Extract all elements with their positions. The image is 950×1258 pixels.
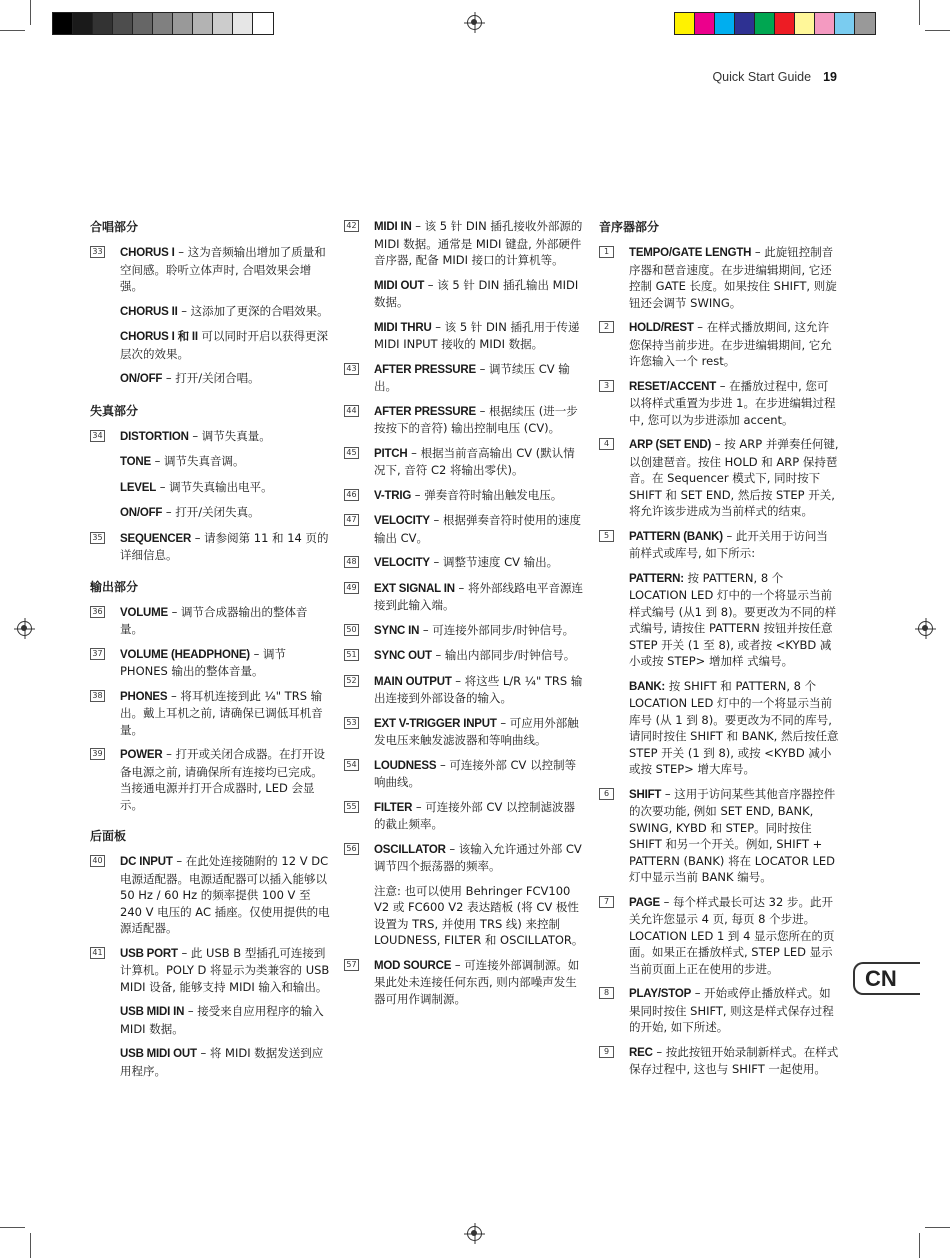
- item-text: – 将外部线路电平音源连接到此输入端。: [374, 580, 583, 612]
- item-paragraph: [120, 244, 330, 295]
- item-text: – 输出内部同步/时钟信号。: [431, 648, 576, 662]
- item-number: 36: [90, 606, 105, 618]
- item-text: – 在此处连接随附的 12 V DC 电源适配器。电源适配器可以插入能够以 50 Hz / 60 Hz 的频率提供 100 V 至 240 V 电压的 AC 插座。仅使用提供的电源适配器。: [120, 854, 330, 935]
- item-term: SYNC OUT: [374, 650, 432, 662]
- item-paragraph: [120, 479, 330, 497]
- item-text: – 在播放过程中, 您可以将样式重置为步进 1。在步进编辑过程中, 您可以为步进添加 accent。: [629, 378, 836, 427]
- item-paragraph: [374, 554, 584, 572]
- crop-mark: [30, 1233, 31, 1258]
- item-number: 42: [344, 220, 359, 232]
- color-swatch: [835, 13, 855, 34]
- list-item: [599, 244, 839, 311]
- item-paragraph: [120, 328, 330, 362]
- registration-mark-icon: [467, 1226, 482, 1241]
- item-text: – 该 5 针 DIN 插孔用于传递 MIDI INPUT 接收的 MIDI 数据。: [374, 319, 580, 351]
- column-right: [599, 218, 839, 1086]
- item-number: 35: [90, 532, 105, 544]
- item-text: – 将耳机连接到此 ¼" TRS 输出。戴上耳机之前, 请确保已调低耳机音量。: [120, 688, 323, 737]
- item-number: 45: [344, 447, 359, 459]
- item-term: POWER: [120, 749, 163, 761]
- item-text: – 这添加了更深的合唱效果。: [177, 303, 329, 318]
- item-text: – 根据当前音高输出 CV (默认情况下, 音符 C2 将输出零伏)。: [374, 445, 575, 477]
- item-text: – 调节 PHONES 输出的整体音量。: [120, 646, 286, 678]
- item-term: VOLUME (HEADPHONE): [120, 648, 250, 661]
- item-text: – 弹奏音符时输出触发电压。: [411, 487, 563, 502]
- item-paragraph: [374, 319, 584, 353]
- item-text: – 根据续压 (进一步按按下的音符) 输出控制电压 (CV)。: [374, 403, 578, 435]
- item-number: 37: [90, 648, 105, 660]
- page-number: 19: [823, 70, 837, 84]
- item-text: – 该 5 针 DIN 插孔输出 MIDI 数据。: [374, 277, 579, 309]
- item-text: 可以同时开启以获得更深层次的效果。: [120, 329, 329, 361]
- item-text: 按 PATTERN, 8 个 LOCATION LED 灯中的一个将显示当前样式编号 (从1 到 8)。要更改为不同的样式编号, 请按住 PATTERN 按钮并按任意 STEP 开关 (1 至 8), 或者按 <KYBD 减小或按 STEP> 增加样 式编号。: [629, 570, 837, 668]
- item-term: VELOCITY: [374, 557, 430, 569]
- item-term: EXT SIGNAL IN: [374, 582, 455, 595]
- item-paragraph: [629, 319, 839, 370]
- item-term: LEVEL: [120, 481, 157, 494]
- item-text: – 按 ARP 并弹奏任何键, 以创建琶音。按住 HOLD 和 ARP 保持琶音。在 Sequencer 模式下, 同时按下 SHIFT 和 SET END, 然后按 STEP 开关, 将允许该步进成为当前样式的结束。: [629, 437, 839, 518]
- list-item: [599, 894, 839, 978]
- list-item: [344, 715, 584, 749]
- item-number: 7: [599, 896, 614, 908]
- item-text: – 可连接外部 CV 以控制滤波器的截止频率。: [374, 799, 575, 831]
- item-text: – 可连接外部调制源。如果此处未连接任何东西, 则内部噪声发生器可用作调制源。: [374, 957, 580, 1006]
- item-number: 9: [599, 1046, 614, 1058]
- item-term: PLAY/STOP: [629, 988, 692, 1000]
- list-item: [344, 580, 584, 614]
- item-paragraph: [629, 985, 839, 1036]
- item-number: 41: [90, 947, 105, 959]
- gray-swatch: [213, 13, 233, 34]
- list-item: [599, 436, 839, 520]
- item-term: ON/OFF: [120, 507, 163, 519]
- item-paragraph: [120, 453, 330, 471]
- guide-title: Quick Start Guide: [712, 70, 812, 84]
- crop-mark: [925, 1227, 950, 1228]
- item-text: – 可应用外部触发电压来触发滤波器和等响曲线。: [374, 715, 579, 747]
- column-middle: [344, 218, 584, 1015]
- list-item: [344, 512, 584, 546]
- color-swatch: [735, 13, 755, 34]
- list-item: [599, 1044, 839, 1078]
- item-paragraph: [374, 715, 584, 749]
- crop-mark: [0, 30, 25, 31]
- color-swatch: [855, 13, 875, 34]
- item-term: PATTERN (BANK): [629, 530, 723, 543]
- gray-swatch: [113, 13, 133, 34]
- list-item: [90, 604, 330, 638]
- list-item: [90, 646, 330, 680]
- item-number: 6: [599, 788, 614, 800]
- crop-mark: [925, 30, 950, 31]
- item-text: – 这为音频输出增加了质量和空间感。聆听立体声时, 合唱效果会增强。: [120, 245, 326, 293]
- list-item: [344, 799, 584, 833]
- item-number: 2: [599, 321, 614, 333]
- registration-mark-icon: [17, 621, 32, 636]
- item-paragraph: [629, 378, 839, 429]
- item-number: 53: [344, 717, 359, 729]
- item-text: – 每个样式最长可达 32 步。此开关允许您显示 4 页, 每页 8 个步进。LOCATION LED 1 到 4 显示您所在的页面。如果正在播放样式, STEP LED 显示当前页面上正在使用的步进。: [629, 894, 835, 976]
- color-swatch: [675, 13, 695, 34]
- item-text: – 调节失真输出电平。: [156, 479, 273, 494]
- list-item: [90, 688, 330, 739]
- item-term: USB MIDI OUT: [120, 1048, 197, 1060]
- item-number: 33: [90, 246, 105, 258]
- item-term: PHONES: [120, 690, 168, 703]
- gray-swatch: [73, 13, 93, 34]
- item-paragraph: [120, 530, 330, 564]
- item-term: AFTER PRESSURE: [374, 405, 476, 418]
- item-text: – 打开/关闭失真。: [162, 505, 260, 519]
- gray-swatch: [153, 13, 173, 34]
- gray-swatch: [133, 13, 153, 34]
- item-number: 49: [344, 582, 359, 594]
- item-text: – 该输入允许通过外部 CV 调节四个振荡器的频率。: [374, 841, 582, 873]
- item-text: – 调节合成器输出的整体音量。: [120, 604, 308, 636]
- item-term: ARP (SET END): [629, 439, 712, 451]
- item-text: – 可连接外部同步/时钟信号。: [419, 622, 575, 637]
- item-paragraph: [120, 1045, 330, 1079]
- section-title: 输出部分: [90, 579, 139, 594]
- item-number: 39: [90, 748, 105, 760]
- item-paragraph: [374, 361, 584, 395]
- item-paragraph: [629, 570, 839, 670]
- item-paragraph: [374, 277, 584, 311]
- list-item: [344, 673, 584, 707]
- list-item: [344, 554, 584, 572]
- item-number: 55: [344, 801, 359, 813]
- item-term: TONE: [120, 456, 151, 468]
- item-paragraph: [629, 528, 839, 562]
- color-swatch: [815, 13, 835, 34]
- item-term: V-TRIG: [374, 489, 412, 502]
- item-paragraph: [374, 512, 584, 546]
- item-term: VELOCITY: [374, 515, 430, 527]
- item-number: 5: [599, 530, 614, 542]
- list-item: [599, 786, 839, 886]
- item-paragraph: [629, 786, 839, 886]
- list-item: [599, 528, 839, 778]
- item-term: PITCH: [374, 447, 408, 460]
- item-term: MIDI THRU: [374, 321, 432, 334]
- item-text: – 按此按钮开始录制新样式。在样式保存过程中, 这也与 SHIFT 一起使用。: [629, 1044, 839, 1076]
- item-text: – 此旋钮控制音序器和琶音速度。在步进编辑期间, 它还控制 GATE 长度。如果按住 SHIFT, 则旋钮还会调节 SWING。: [629, 245, 837, 310]
- item-term: PAGE: [629, 896, 660, 909]
- list-item: [344, 841, 584, 949]
- item-term: EXT V-TRIGGER INPUT: [374, 717, 497, 730]
- item-term: MOD SOURCE: [374, 959, 452, 972]
- section-title: 后面板: [90, 829, 127, 843]
- item-text: – 打开或关闭合成器。在打开设备电源之前, 请确保所有连接均已完成。当接通电源并打开合成器时, LED 会显示。: [120, 747, 326, 812]
- item-paragraph: [374, 580, 584, 614]
- list-item: [344, 218, 584, 353]
- item-term: USB PORT: [120, 947, 178, 960]
- item-paragraph: [120, 604, 330, 638]
- item-term: CHORUS I: [120, 247, 175, 259]
- item-term: LOUDNESS: [374, 759, 437, 772]
- item-term: SHIFT: [629, 788, 662, 801]
- item-text: – 在样式播放期间, 这允许您保持当前步进。在步进编辑期间, 它允许您输入一个 rest。: [629, 320, 832, 368]
- item-paragraph: [120, 504, 330, 522]
- gray-swatch: [253, 13, 273, 34]
- item-paragraph: [120, 853, 330, 937]
- crop-mark: [919, 1233, 920, 1258]
- list-item: [90, 945, 330, 1080]
- item-term: VOLUME: [120, 606, 168, 619]
- item-text: – 开始或停止播放样式。如果同时按住 SHIFT, 则这是样式保存过程的开始, 如下所述。: [629, 986, 834, 1034]
- list-item: [344, 957, 584, 1008]
- item-paragraph: [120, 746, 330, 813]
- item-number: 54: [344, 759, 359, 771]
- item-paragraph: [629, 894, 839, 978]
- list-item: [599, 378, 839, 429]
- item-number: 48: [344, 556, 359, 568]
- item-term: CHORUS II: [120, 305, 178, 318]
- item-text: – 该 5 针 DIN 插孔接收外部源的 MIDI 数据。通常是 MIDI 键盘, 外部硬件音序器, 配备 MIDI 接口的计算机等。: [374, 219, 583, 267]
- item-text: – 接受来自应用程序的输入 MIDI 数据。: [120, 1004, 324, 1036]
- item-term: MAIN OUTPUT: [374, 675, 452, 688]
- list-item: [344, 445, 584, 479]
- crop-mark: [30, 0, 31, 25]
- item-paragraph: [374, 647, 584, 665]
- list-item: [90, 530, 330, 564]
- item-text: – 此开关用于访问当前样式或库号, 如下所示:: [629, 528, 828, 560]
- registration-mark-icon: [918, 621, 933, 636]
- item-number: 51: [344, 649, 359, 661]
- list-item: [344, 622, 584, 640]
- page-header: [712, 70, 837, 84]
- item-text: – 此 USB B 型插孔可连接到计算机。POLY D 将显示为类兼容的 USB MIDI 设备, 能够支持 MIDI 输入和输出。: [120, 945, 330, 994]
- section-title: 音序器部分: [599, 220, 660, 234]
- item-text: – 根据弹奏音符时使用的速度输出 CV。: [374, 513, 581, 545]
- crop-mark: [0, 1227, 25, 1228]
- item-term: RESET/ACCENT: [629, 380, 717, 393]
- item-number: 56: [344, 843, 359, 855]
- item-paragraph: [374, 622, 584, 640]
- item-paragraph: [374, 673, 584, 707]
- item-paragraph: [120, 428, 330, 446]
- item-term: OSCILLATOR: [374, 843, 446, 856]
- item-paragraph: [120, 688, 330, 739]
- item-term: DISTORTION: [120, 430, 189, 443]
- registration-mark-icon: [467, 15, 482, 30]
- list-item: [344, 647, 584, 665]
- list-item: [344, 757, 584, 791]
- language-tab: CN: [853, 962, 920, 995]
- item-term: BANK:: [629, 680, 666, 693]
- list-item: [90, 244, 330, 388]
- item-number: 57: [344, 959, 359, 971]
- gray-swatch: [53, 13, 73, 34]
- item-number: 4: [599, 438, 614, 450]
- item-number: 44: [344, 405, 359, 417]
- item-paragraph: [374, 757, 584, 791]
- item-paragraph: [374, 957, 584, 1008]
- item-paragraph: [120, 945, 330, 996]
- gray-calibration-bar: [52, 12, 274, 35]
- item-number: 40: [90, 855, 105, 867]
- item-term: REC: [629, 1046, 653, 1059]
- item-paragraph: [120, 1003, 330, 1037]
- list-item: [344, 487, 584, 505]
- gray-swatch: [173, 13, 193, 34]
- item-text: – 调节失真量。: [188, 428, 271, 443]
- item-paragraph: [374, 403, 584, 437]
- color-calibration-bar: [674, 12, 876, 35]
- item-note: 注意: 也可以使用 Behringer FCV100 V2 或 FC600 V2 表达踏板 (将 CV 极性设置为 TRS, 并使用 TRS 线) 来控制 LOUDNESS, FILTER 和 OSCILLATOR。: [374, 883, 584, 947]
- item-paragraph: [120, 303, 330, 321]
- item-term: ON/OFF: [120, 373, 163, 385]
- item-paragraph: [374, 445, 584, 479]
- item-number: 50: [344, 624, 359, 636]
- item-number: 8: [599, 987, 614, 999]
- item-paragraph: [374, 799, 584, 833]
- list-item: [90, 428, 330, 522]
- item-text: – 将 MIDI 数据发送到应用程序。: [120, 1046, 324, 1078]
- item-text: – 请参阅第 11 和 14 页的详细信息。: [120, 530, 329, 562]
- item-paragraph: [120, 646, 330, 680]
- item-text: 按 SHIFT 和 PATTERN, 8 个 LOCATION LED 灯中的一个将显示当前库号 (从 1 到 8)。要更改为不同的库号, 请同时按住 SHIFT 和 BANK, 然后按任意 STEP 开关 (1 到 8), 或按 <KYBD 减小或按 STEP> 增大库号。: [629, 678, 839, 776]
- item-number: 43: [344, 363, 359, 375]
- item-paragraph: [374, 487, 584, 505]
- list-item: [90, 746, 330, 813]
- item-term: FILTER: [374, 801, 413, 814]
- item-number: 46: [344, 489, 359, 501]
- item-text: – 打开/关闭合唱。: [162, 371, 260, 385]
- list-item: [344, 403, 584, 437]
- item-number: 52: [344, 675, 359, 687]
- item-paragraph: [629, 1044, 839, 1078]
- item-number: 1: [599, 246, 614, 258]
- column-left: [90, 218, 330, 1087]
- list-item: [90, 853, 330, 937]
- item-term: TEMPO/GATE LENGTH: [629, 247, 752, 259]
- item-number: 47: [344, 514, 359, 526]
- gray-swatch: [93, 13, 113, 34]
- list-item: [599, 319, 839, 370]
- item-text: – 调整节速度 CV 输出。: [429, 555, 559, 569]
- item-number: 34: [90, 430, 105, 442]
- item-text: – 这用于访问某些其他音序器控件的次要功能, 例如 SET END, BANK, SWING, KYBD 和 STEP。同时按住 SHIFT 和另一个开关。例如, SHIFT + PATTERN (BANK) 将在 LOCATOR LED 灯中显示当前 BANK 编号。: [629, 786, 836, 884]
- item-term: SEQUENCER: [120, 532, 192, 545]
- color-swatch: [795, 13, 815, 34]
- list-item: [344, 361, 584, 395]
- item-term: MIDI OUT: [374, 279, 425, 292]
- crop-mark: [919, 0, 920, 25]
- color-swatch: [755, 13, 775, 34]
- item-text: – 将这些 L/R ¼" TRS 输出连接到外部设备的输入。: [374, 673, 583, 705]
- item-paragraph: [374, 218, 584, 269]
- item-paragraph: [374, 841, 584, 875]
- section-title: 合唱部分: [90, 220, 139, 234]
- item-paragraph: [120, 370, 330, 388]
- list-item: [599, 985, 839, 1036]
- color-swatch: [695, 13, 715, 34]
- item-text: – 可连接外部 CV 以控制等响曲线。: [374, 757, 577, 789]
- item-number: 3: [599, 380, 614, 392]
- item-term: USB MIDI IN: [120, 1006, 185, 1018]
- item-term: DC INPUT: [120, 856, 173, 868]
- section-title: 失真部分: [90, 403, 139, 418]
- item-term: MIDI IN: [374, 221, 412, 233]
- item-paragraph: [629, 678, 839, 778]
- item-term: HOLD/REST: [629, 322, 694, 334]
- color-swatch: [775, 13, 795, 34]
- item-term: AFTER PRESSURE: [374, 363, 476, 376]
- item-number: 38: [90, 690, 105, 702]
- gray-swatch: [233, 13, 253, 34]
- item-term: SYNC IN: [374, 624, 420, 637]
- item-paragraph: [629, 244, 839, 311]
- color-swatch: [715, 13, 735, 34]
- item-text: – 调节续压 CV 输出。: [374, 361, 570, 393]
- item-paragraph: [629, 436, 839, 520]
- item-text: – 调节失真音调。: [150, 454, 245, 468]
- item-term: PATTERN:: [629, 572, 684, 585]
- gray-swatch: [193, 13, 213, 34]
- item-term: CHORUS I 和 II: [120, 331, 198, 343]
